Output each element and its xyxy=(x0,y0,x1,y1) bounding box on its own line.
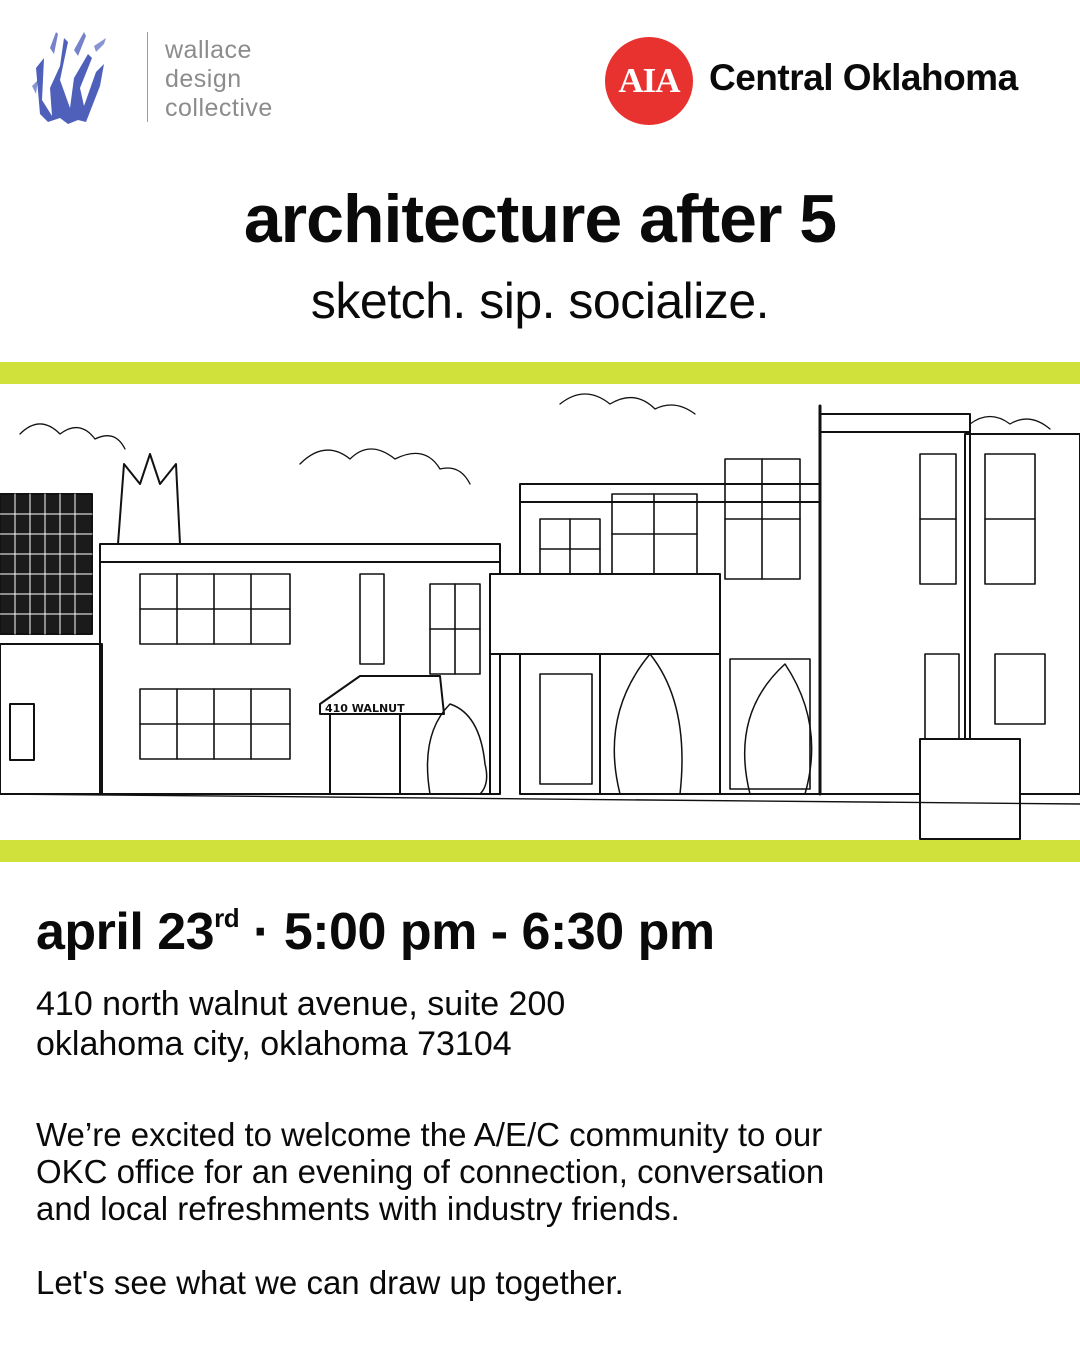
event-title: architecture after 5 xyxy=(243,181,837,257)
header xyxy=(0,0,1080,160)
wallace-brush-mark-icon xyxy=(30,28,110,124)
wordmark-line-3: collective xyxy=(165,94,273,122)
aia-chapter-name: Central Oklahoma xyxy=(709,57,1018,98)
event-date: april 23 xyxy=(36,903,215,961)
description-line-3: and local refreshments with industry friends. xyxy=(36,1190,680,1227)
wallace-design-collective-wordmark xyxy=(165,36,273,123)
event-datetime xyxy=(36,902,715,962)
description-line-1: We’re excited to welcome the A/E/C community to our xyxy=(36,1116,823,1153)
event-tagline: sketch. sip. socialize. xyxy=(310,273,770,329)
logo-divider xyxy=(147,32,148,122)
address-line-1: 410 north walnut avenue, suite 200 xyxy=(36,985,566,1023)
aia-badge: AIA xyxy=(605,37,693,125)
event-time: · 5:00 pm - 6:30 pm xyxy=(239,903,715,961)
building-sketch-illustration xyxy=(0,384,1080,840)
wordmark-line-1: wallace xyxy=(165,36,252,64)
event-date-suffix: rd xyxy=(214,903,240,933)
accent-band-top xyxy=(0,362,1080,384)
wordmark-line-2: design xyxy=(165,65,242,93)
event-description xyxy=(36,1116,1046,1227)
accent-band-bottom xyxy=(0,840,1080,862)
event-address xyxy=(36,984,565,1064)
description-line-2: OKC office for an evening of connection, conversation xyxy=(36,1153,825,1190)
closing-line: Let's see what we can draw up together. xyxy=(36,1264,624,1301)
building-sign-text: 410 WALNUT xyxy=(325,702,405,715)
address-line-2: oklahoma city, oklahoma 73104 xyxy=(36,1025,512,1063)
